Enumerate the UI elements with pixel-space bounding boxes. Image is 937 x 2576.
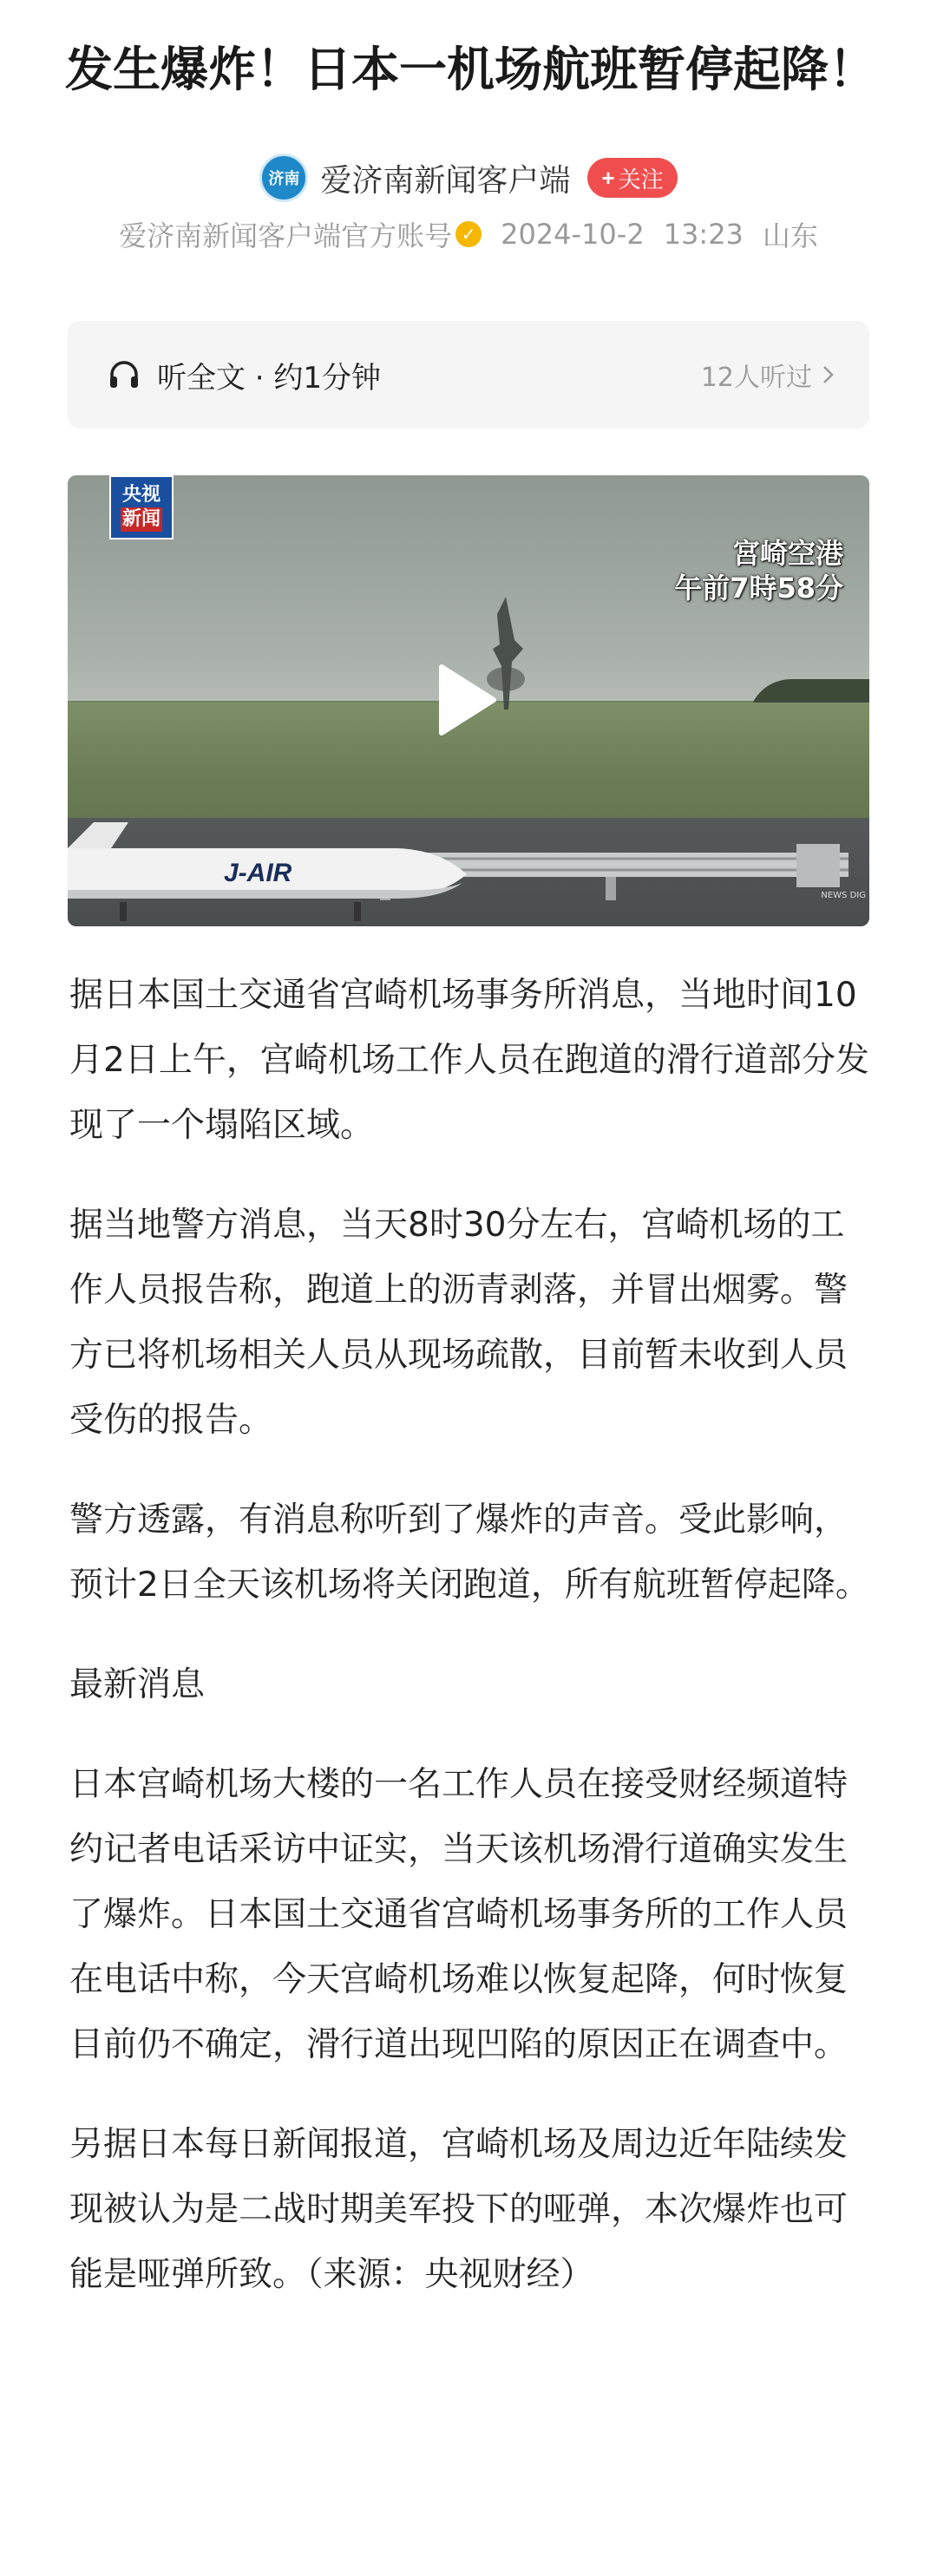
- section-heading: 最新消息: [69, 1665, 206, 1704]
- follow-label: 关注: [618, 166, 664, 193]
- paragraph: 警方透露，有消息称听到了爆炸的声音。受此影响，预计2日全天该机场将关闭跑道，所有航班暂停起降。: [69, 1500, 869, 1605]
- logo-line-1: 央视: [121, 484, 161, 506]
- listen-full-text-bar[interactable]: [68, 321, 869, 428]
- logo-line-2: 新闻: [121, 508, 161, 530]
- cctv-news-logo: [109, 475, 174, 539]
- airline-mark: J-AIR: [224, 859, 292, 887]
- verified-check-icon: ✓: [455, 221, 482, 247]
- headphone-icon: [107, 357, 141, 392]
- paragraph: 日本宫崎机场大楼的一名工作人员在接受财经频道特约记者电话采访中证实，当天该机场滑行道确实发生了爆炸。日本国土交通省宫崎机场事务所的工作人员在电话中称，今天宫崎机场难以恢复起降，何时恢复目前仍不确定，滑行道出现凹陷的原因正在调查中。: [69, 1765, 849, 2064]
- article-title: 发生爆炸！日本一机场航班暂停起降！: [65, 42, 877, 97]
- airplane: [68, 822, 484, 926]
- caption-time: 午前7時58分: [674, 572, 843, 605]
- video-player[interactable]: [68, 475, 869, 926]
- plus-icon: +: [601, 164, 615, 191]
- video-watermark: NEWS DIG: [821, 891, 866, 900]
- publish-date: 2024-10-2: [501, 218, 645, 251]
- caption-location: 宮崎空港: [731, 537, 843, 570]
- author-name[interactable]: 爱济南新闻客户端: [320, 162, 571, 199]
- publish-location: 山东: [762, 219, 818, 252]
- listen-count: 12人听过: [700, 363, 812, 393]
- publish-time: 13:23: [663, 218, 744, 251]
- video-caption: [674, 536, 843, 605]
- paragraph: 据日本国土交通省宫崎机场事务所消息，当地时间10月2日上午，宫崎机场工作人员在跑道的滑行道部分发现了一个塌陷区域。: [69, 976, 869, 1145]
- avatar[interactable]: 济南: [259, 154, 308, 202]
- listen-label: 听全文 · 约1分钟: [157, 360, 382, 396]
- play-icon[interactable]: [436, 662, 499, 738]
- paragraph: 据当地警方消息，当天8时30分左右，宫崎机场的工作人员报告称，跑道上的沥青剥落，并冒出烟雾。警方已将机场相关人员从现场疏散，目前暂未收到人员受伤的报告。: [69, 1206, 849, 1440]
- article-body: [69, 963, 876, 2342]
- author-row: [0, 152, 937, 204]
- account-label: 爱济南新闻客户端官方账号: [119, 219, 453, 252]
- chevron-right-icon: [821, 363, 836, 386]
- paragraph: 另据日本每日新闻报道，宫崎机场及周边近年陆续发现被认为是二战时期美军投下的哑弹，本次爆炸也可能是哑弹所致。（来源：央视财经）: [69, 2125, 849, 2294]
- meta-row: [0, 212, 937, 256]
- follow-button[interactable]: [587, 158, 677, 198]
